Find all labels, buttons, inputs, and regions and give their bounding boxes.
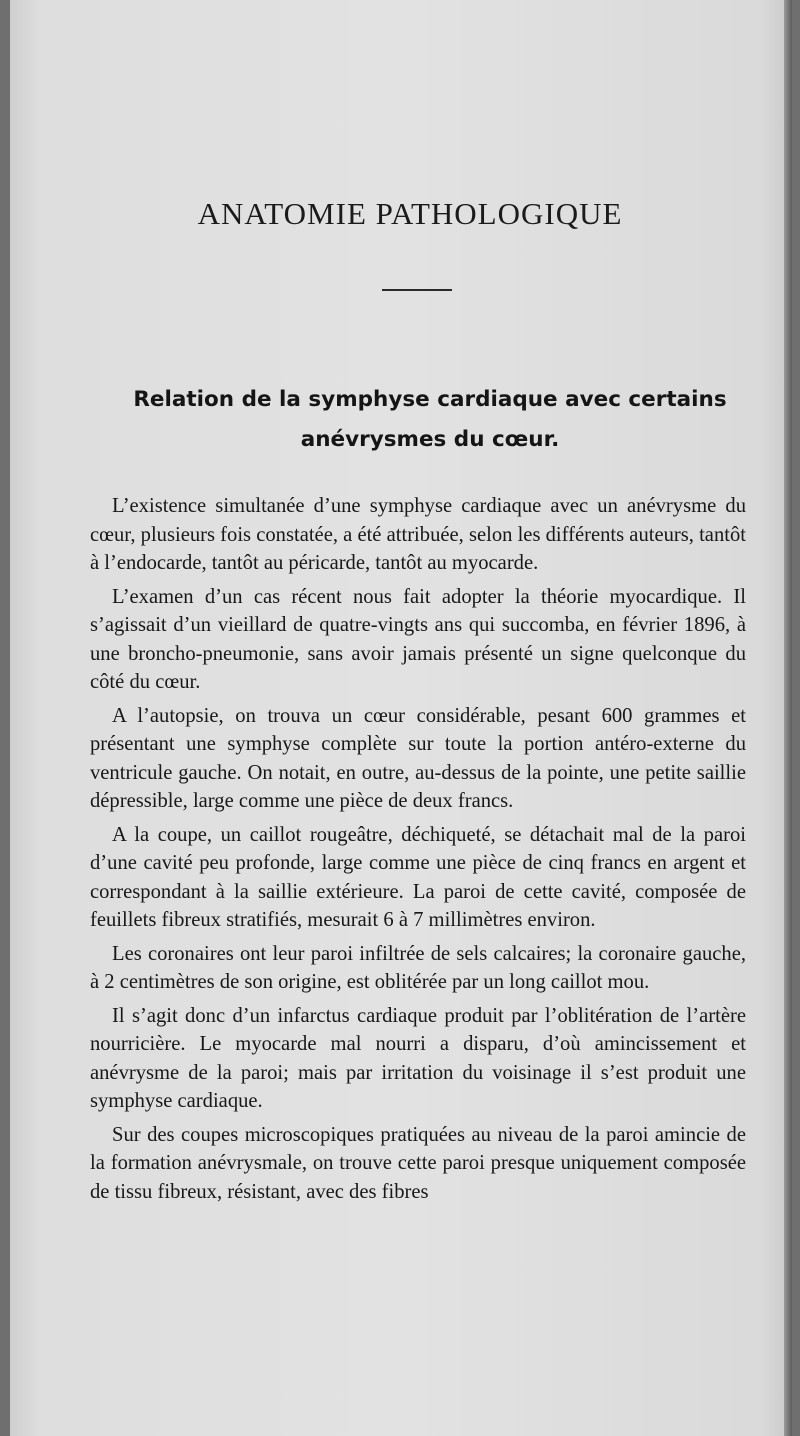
title-divider	[382, 289, 452, 291]
section-title: ANATOMIE PATHOLOGIQUE	[197, 196, 623, 231]
paragraph-3: A l’autopsie, on trouva un cœur considérable, pesant 600 grammes et présentant une symphyse complète sur toute la portion antéro-externe du ventricule gauche. On notait, en outre, au-dessus de la pointe, une petite saillie dépressible, large comme une pièce de deux francs.	[90, 704, 746, 812]
subtitle-line-1: Relation de la symphyse cardiaque avec certains	[133, 387, 727, 412]
book-page	[10, 0, 792, 1436]
page-edge-shadow	[784, 0, 792, 1436]
body-text	[90, 492, 746, 1211]
paragraph-4: A la coupe, un caillot rougeâtre, déchiqueté, se détachait mal de la paroi d’une cavité peu profonde, large comme une pièce de cinq francs en argent et correspondant à la saillie extérieure. La paroi de cette cavité, composée de feuillets fibreux stratifiés, mesurait 6 à 7 millimètres environ.	[90, 823, 746, 931]
subtitle-line-2: anévrysmes du cœur.	[300, 427, 560, 452]
paragraph-2: L’examen d’un cas récent nous fait adopter la théorie myocardique. Il s’agissait d’un vieillard de quatre-vingts ans qui succomba, en février 1896, à une broncho-pneumonie, sans avoir jamais présenté un signe quelconque du côté du cœur.	[90, 585, 746, 693]
paragraph-7: Sur des coupes microscopiques pratiquées au niveau de la paroi amincie de la formation anévrysmale, on trouve cette paroi presque uniquement composée de tissu fibreux, résistant, avec des fibres	[90, 1123, 746, 1203]
paragraph-6: Il s’agit donc d’un infarctus cardiaque produit par l’oblitération de l’artère nourricière. Le myocarde mal nourri a disparu, d’où amincissement et anévrysme de la paroi; mais par irritation du voisinage il s’est produit une symphyse cardiaque.	[90, 1004, 746, 1112]
paragraph-1: L’existence simultanée d’une symphyse cardiaque avec un anévrysme du cœur, plusieurs fois constatée, a été attribuée, selon les différents auteurs, tantôt à l’endocarde, tantôt au péricarde, tantôt au myocarde.	[90, 495, 746, 574]
article-subtitle	[70, 380, 790, 460]
paragraph-5: Les coronaires ont leur paroi infiltrée de sels calcaires; la coronaire gauche, à 2 centimètres de son origine, est oblitérée par un long caillot mou.	[90, 942, 746, 993]
